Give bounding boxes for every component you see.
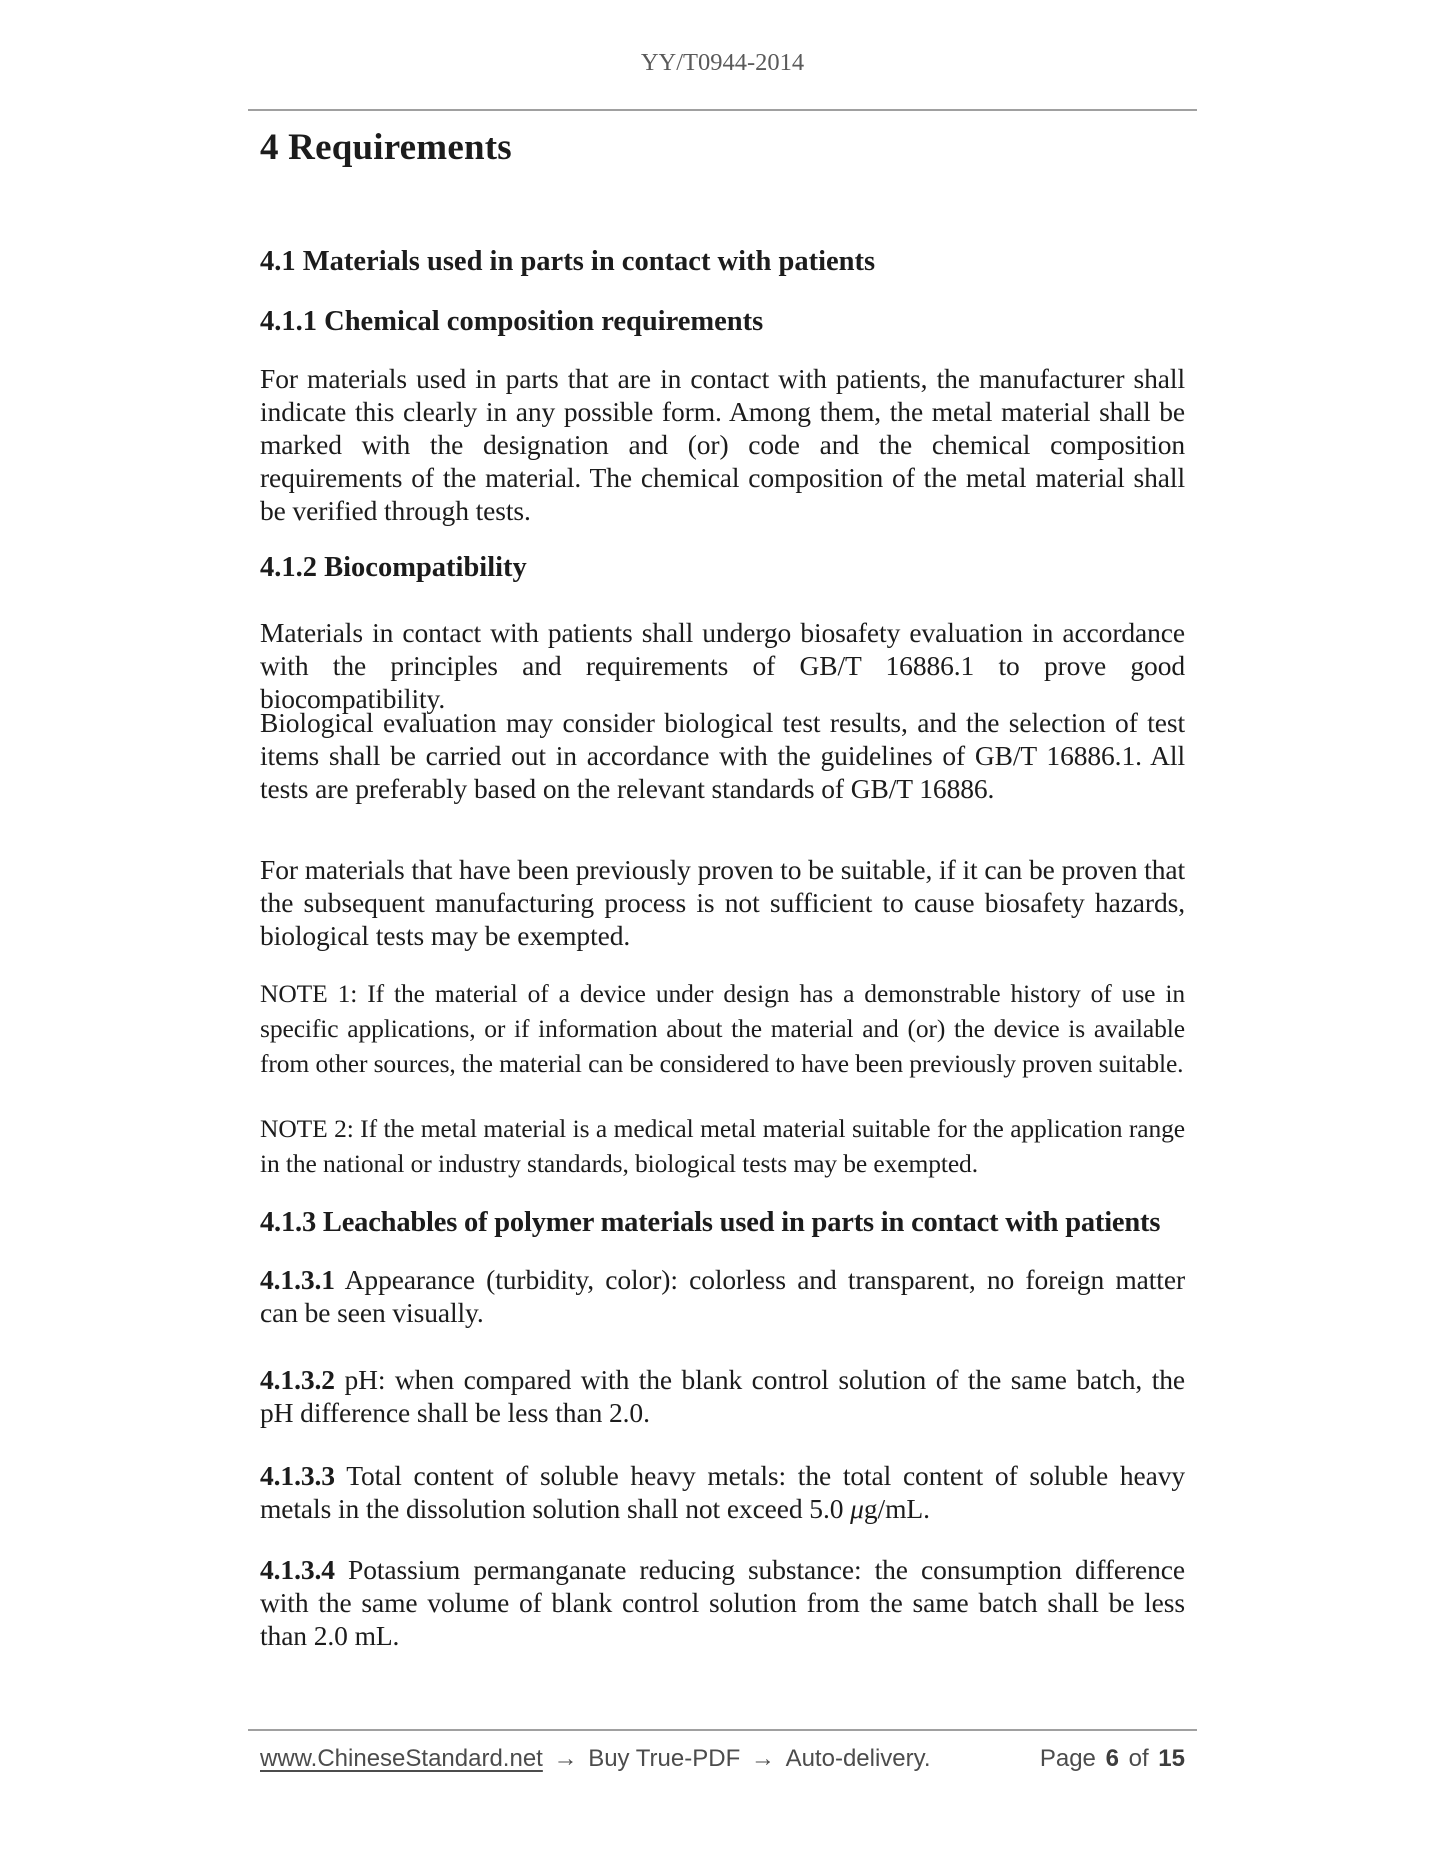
footer-delivery-text: Auto-delivery.	[785, 1745, 931, 1772]
footer-divider	[248, 1729, 1197, 1731]
chapter-heading: 4 Requirements	[260, 127, 512, 168]
paragraph-4-1-2-a: Materials in contact with patients shall undergo biosafety evaluation in accordance with the principles and requirements of GB/T 16886.1 to prove good biocompatibility.	[260, 617, 1185, 714]
header-divider	[248, 109, 1197, 111]
website-link[interactable]: www.ChineseStandard.net	[260, 1745, 543, 1772]
paragraph-4-1-2-b: Biological evaluation may consider biological test results, and the selection of test items shall be carried out in accordance with the guidelines of GB/T 16886.1. All tests are preferably based on the relevant standards of GB/T 16886.	[260, 707, 1185, 804]
clause-number: 4.1.3.2	[260, 1364, 335, 1395]
paragraph-4-1-3-1	[260, 1263, 1185, 1329]
paragraph-4-1-2-c: For materials that have been previously proven to be suitable, if it can be proven that the subsequent manufacturing process is not sufficient to cause biosafety hazards, biological tests may be exempted.	[260, 854, 1185, 951]
paragraph-4-1-3-2	[260, 1363, 1185, 1429]
clause-number: 4.1.3.1	[260, 1264, 335, 1295]
clause-text: pH: when compared with the blank control solution of the same batch, the pH difference shall be less than 2.0.	[260, 1364, 1185, 1428]
micro-symbol: μ	[850, 1493, 864, 1524]
section-heading-4-1: 4.1 Materials used in parts in contact with patients	[260, 246, 876, 277]
paragraph-4-1-3-4	[260, 1553, 1185, 1652]
page-word: Page	[1039, 1745, 1096, 1772]
of-word: of	[1128, 1745, 1149, 1772]
paragraph-4-1-1: For materials used in parts that are in contact with patients, the manufacturer shall indicate this clearly in any possible form. Among them, the metal material shall be marked with the designation and (or) code and the chemical composition requirements of the material. The chemical composition of the metal material shall be verified through tests.	[260, 363, 1185, 526]
page-total: 15	[1158, 1745, 1185, 1772]
clause-number: 4.1.3.4	[260, 1554, 335, 1585]
clause-number: 4.1.3.3	[260, 1460, 335, 1491]
clause-text: Total content of soluble heavy metals: the total content of soluble heavy metals in the dissolution solution shall not exceed 5.0	[260, 1460, 1185, 1524]
footer-source-line	[260, 1744, 931, 1774]
clause-text: Potassium permanganate reducing substance: the consumption difference with the same volume of blank control solution from the same batch shall be less than 2.0 mL.	[260, 1554, 1185, 1651]
note-1: NOTE 1: If the material of a device under design has a demonstrable history of use in specific applications, or if information about the material and (or) the device is available from other sources, the material can be considered to have been previously proven suitable.	[260, 979, 1185, 1078]
section-heading-4-1-1: 4.1.1 Chemical composition requirements	[260, 306, 764, 337]
section-heading-4-1-2: 4.1.2 Biocompatibility	[260, 552, 527, 583]
unit-text: g/mL.	[863, 1493, 930, 1524]
page-indicator	[1040, 1744, 1185, 1774]
page-current: 6	[1105, 1745, 1119, 1772]
page-footer	[260, 1744, 1185, 1774]
arrow-icon: →	[750, 1745, 775, 1772]
arrow-icon: →	[553, 1745, 578, 1772]
paragraph-4-1-3-3	[260, 1459, 1185, 1525]
section-heading-4-1-3: 4.1.3 Leachables of polymer materials used in parts in contact with patients	[260, 1207, 1161, 1238]
header-standard-code: YY/T0944-2014	[640, 49, 805, 76]
footer-buy-text: Buy True-PDF	[588, 1745, 741, 1772]
clause-text: Appearance (turbidity, color): colorless and transparent, no foreign matter can be seen visually.	[260, 1264, 1185, 1328]
note-2: NOTE 2: If the metal material is a medical metal material suitable for the application range in the national or industry standards, biological tests may be exempted.	[260, 1114, 1185, 1178]
